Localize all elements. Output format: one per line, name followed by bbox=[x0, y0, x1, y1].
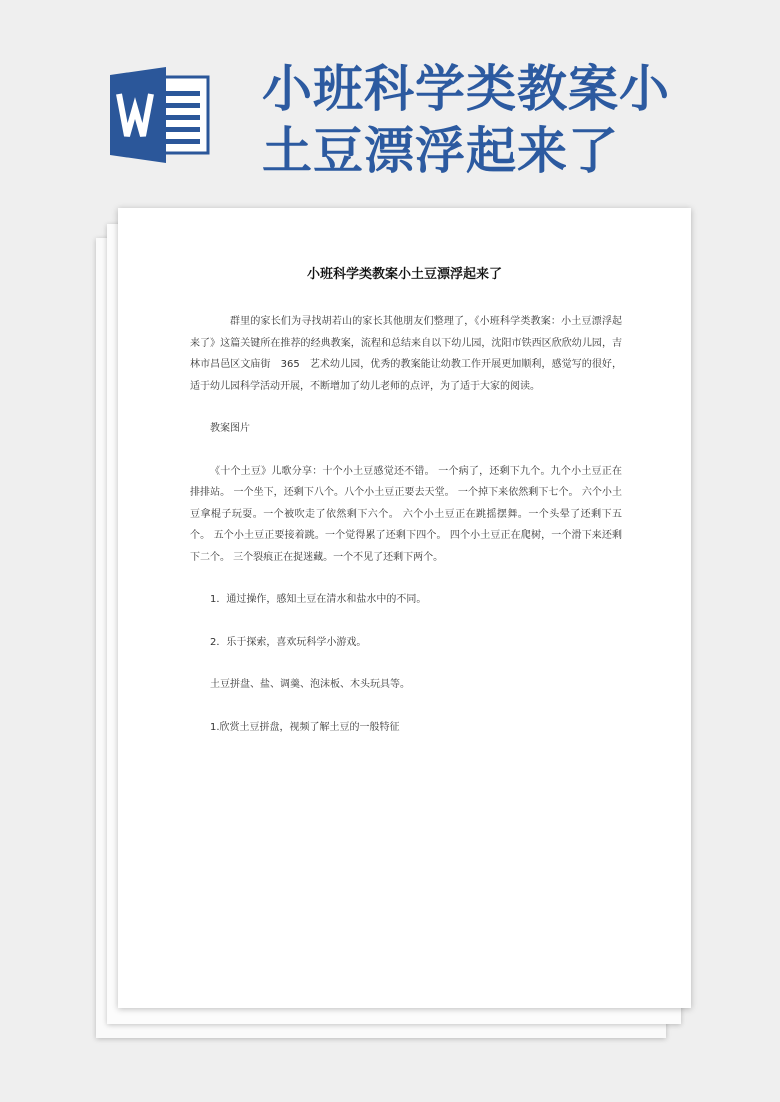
intro-paragraph: 群里的家长们为寻找胡若山的家长其他朋友们整理了，《小班科学类教案：小土豆漂浮起来了》这篇关键所在推荐的经典教案，流程和总结来自以下幼儿园，沈阳市铁西区欣欣幼儿园，吉林市昌邑区文庙街 365 艺术幼儿园，优秀的教案能让幼教工作开展更加顺利，感觉写的很好，适于幼儿园科学活动开展，不断增加了幼儿老师的点评，为了适于大家的阅读。 bbox=[190, 316, 622, 392]
banner-title-line-2: 土豆漂浮起来了 bbox=[262, 122, 619, 180]
word-logo-icon bbox=[110, 67, 210, 163]
process-step-1: 1.欣赏土豆拼盘，视频了解土豆的一般特征 bbox=[210, 721, 400, 733]
document-page bbox=[118, 208, 691, 1008]
document-body bbox=[190, 311, 622, 759]
rhyme-paragraph: 《十个土豆》儿歌分享：十个小土豆感觉还不错。 一个病了，还剩下九个。九个小土豆正在排排站。 一个坐下，还剩下八个。八个小土豆正要去天堂。 一个掉下来依然剩下七个。 六个小土豆拿棍子玩耍。一个被吹走了依然剩下六个。 六个小土豆正在跳摇摆舞。一个头晕了还剩下五个。 五个小土豆正要接着跳。一个觉得累了还剩下四个。 四个小土豆正在爬树，一个滑下来还剩下二个。 三个裂痕正在捉迷藏。一个不见了还剩下两个。 bbox=[190, 465, 622, 563]
section-label: 教案图片 bbox=[210, 423, 250, 434]
banner-title bbox=[262, 58, 670, 182]
banner-title-line-1: 小班科学类教案小 bbox=[262, 60, 670, 118]
document-title: 小班科学类教案小土豆漂浮起来了 bbox=[306, 267, 502, 282]
materials-paragraph: 土豆拼盘、盐、调羹、泡沫板、木头玩具等。 bbox=[210, 679, 410, 690]
goal-item-1: 1．通过操作，感知土豆在清水和盐水中的不同。 bbox=[210, 594, 427, 605]
goal-item-2: 2．乐于探索，喜欢玩科学小游戏。 bbox=[210, 636, 367, 648]
